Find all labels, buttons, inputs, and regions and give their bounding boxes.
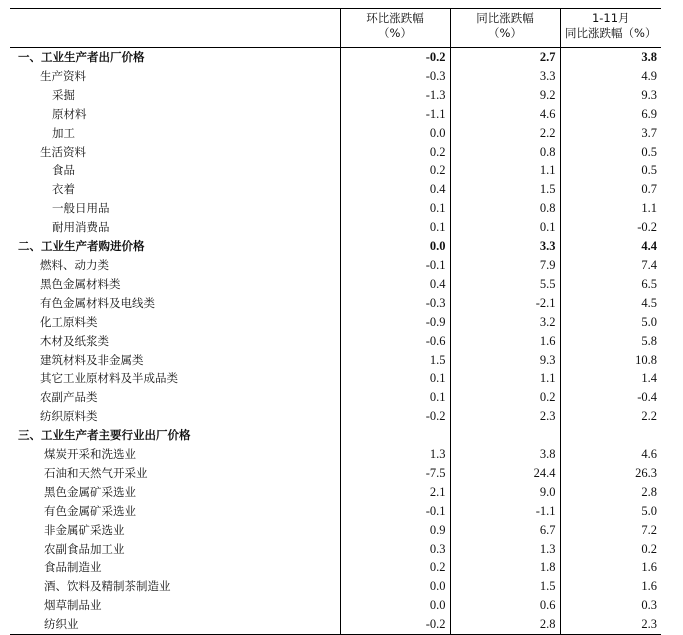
- table-row: [10, 388, 661, 407]
- ytd-cell: 6.9: [560, 105, 661, 124]
- row-label: 食品: [52, 163, 75, 178]
- ytd-cell: 1.6: [560, 558, 661, 577]
- yoy-cell: 0.1: [450, 218, 560, 237]
- table-row: [10, 521, 661, 540]
- row-label: 原材料: [52, 106, 87, 121]
- row-label: 建筑材料及非金属类: [40, 352, 144, 367]
- row-label: 其它工业原材料及半成品类: [40, 371, 178, 386]
- row-label: 石油和天然气开采业: [44, 465, 148, 480]
- ytd-cell: 3.8: [560, 48, 661, 67]
- yoy-cell: 24.4: [450, 464, 560, 483]
- mom-cell: -0.1: [340, 502, 450, 521]
- ytd-cell: 4.4: [560, 237, 661, 256]
- yoy-cell: -2.1: [450, 294, 560, 313]
- table-row: [10, 199, 661, 218]
- mom-cell: -0.3: [340, 294, 450, 313]
- row-label: 加工: [52, 125, 75, 140]
- table-row: [10, 67, 661, 86]
- price-index-table: [10, 8, 661, 635]
- yoy-cell: 3.2: [450, 313, 560, 332]
- ytd-cell: 2.2: [560, 407, 661, 426]
- header-yoy: [450, 9, 560, 48]
- mom-cell: -0.1: [340, 256, 450, 275]
- yoy-cell: 4.6: [450, 105, 560, 124]
- row-label: 煤炭开采和洗选业: [44, 447, 136, 462]
- row-label: 燃料、动力类: [40, 257, 109, 272]
- ytd-cell: -0.4: [560, 388, 661, 407]
- row-label: 酒、饮料及精制茶制造业: [44, 579, 171, 594]
- ytd-cell: 0.2: [560, 540, 661, 559]
- yoy-cell: [450, 426, 560, 445]
- table-row: [10, 351, 661, 370]
- mom-cell: 0.4: [340, 180, 450, 199]
- row-label: 衣着: [52, 182, 75, 197]
- ytd-cell: 2.8: [560, 483, 661, 502]
- mom-cell: -1.3: [340, 86, 450, 105]
- table-row: [10, 540, 661, 559]
- ytd-cell: 2.3: [560, 615, 661, 634]
- mom-cell: 1.5: [340, 351, 450, 370]
- mom-cell: 0.1: [340, 218, 450, 237]
- mom-cell: 0.3: [340, 540, 450, 559]
- row-label: 黑色金属材料类: [40, 276, 121, 291]
- row-label: 采掘: [52, 87, 75, 102]
- header-item: [10, 9, 340, 48]
- table-row: [10, 313, 661, 332]
- yoy-cell: 2.8: [450, 615, 560, 634]
- mom-cell: 0.0: [340, 596, 450, 615]
- row-label: 二、工业生产者购进价格: [18, 239, 145, 254]
- row-label: 一、工业生产者出厂价格: [18, 50, 145, 64]
- ytd-cell: 5.0: [560, 313, 661, 332]
- mom-cell: 0.4: [340, 275, 450, 294]
- row-label: 非金属矿采选业: [44, 522, 125, 537]
- yoy-cell: 6.7: [450, 521, 560, 540]
- table-row: [10, 369, 661, 388]
- ytd-cell: 0.5: [560, 161, 661, 180]
- mom-cell: -0.2: [340, 48, 450, 67]
- table-row: [10, 237, 661, 256]
- header-ytd: [560, 9, 661, 48]
- yoy-cell: 2.3: [450, 407, 560, 426]
- yoy-cell: 9.3: [450, 351, 560, 370]
- ytd-cell: 7.2: [560, 521, 661, 540]
- header-mom-unit: （%）: [378, 26, 412, 40]
- table-row: [10, 445, 661, 464]
- yoy-cell: 2.2: [450, 124, 560, 143]
- yoy-cell: 2.7: [450, 48, 560, 67]
- row-label: 有色金属矿采选业: [44, 503, 136, 518]
- yoy-cell: 1.8: [450, 558, 560, 577]
- ytd-cell: 10.8: [560, 351, 661, 370]
- row-label: 耐用消费品: [52, 220, 110, 235]
- yoy-cell: 0.2: [450, 388, 560, 407]
- ytd-cell: 1.4: [560, 369, 661, 388]
- mom-cell: -0.2: [340, 615, 450, 634]
- row-label: 黑色金属矿采选业: [44, 484, 136, 499]
- mom-cell: [340, 426, 450, 445]
- row-label: 一般日用品: [52, 201, 110, 216]
- table-row: [10, 218, 661, 237]
- mom-cell: 0.1: [340, 388, 450, 407]
- ytd-cell: 0.5: [560, 143, 661, 162]
- mom-cell: 2.1: [340, 483, 450, 502]
- mom-cell: -1.1: [340, 105, 450, 124]
- mom-cell: -7.5: [340, 464, 450, 483]
- table-row: [10, 407, 661, 426]
- ytd-cell: [560, 426, 661, 445]
- mom-cell: 0.1: [340, 369, 450, 388]
- ytd-cell: 5.8: [560, 332, 661, 351]
- yoy-cell: 1.6: [450, 332, 560, 351]
- table-row: [10, 48, 661, 67]
- ytd-cell: -0.2: [560, 218, 661, 237]
- yoy-cell: 0.8: [450, 199, 560, 218]
- ytd-cell: 5.0: [560, 502, 661, 521]
- ytd-cell: 1.1: [560, 199, 661, 218]
- yoy-cell: 7.9: [450, 256, 560, 275]
- mom-cell: 1.3: [340, 445, 450, 464]
- row-label: 农副产品类: [40, 390, 98, 405]
- yoy-cell: 9.2: [450, 86, 560, 105]
- yoy-cell: 1.1: [450, 369, 560, 388]
- row-label: 生产资料: [40, 68, 86, 83]
- header-ytd-unit: 同比涨跌幅（%）: [565, 26, 657, 40]
- ytd-cell: 4.9: [560, 67, 661, 86]
- table-row: [10, 294, 661, 313]
- ytd-cell: 4.6: [560, 445, 661, 464]
- header-mom-title: 环比涨跌幅: [366, 11, 424, 25]
- mom-cell: 0.2: [340, 558, 450, 577]
- yoy-cell: 3.8: [450, 445, 560, 464]
- ytd-cell: 9.3: [560, 86, 661, 105]
- yoy-cell: 1.5: [450, 180, 560, 199]
- row-label: 纺织业: [10, 615, 340, 634]
- yoy-cell: 9.0: [450, 483, 560, 502]
- ytd-cell: 3.7: [560, 124, 661, 143]
- row-label: 纺织原料类: [40, 409, 98, 424]
- yoy-cell: 1.5: [450, 577, 560, 596]
- row-label: 农副食品加工业: [44, 541, 125, 556]
- table-row: [10, 275, 661, 294]
- table-row: [10, 105, 661, 124]
- mom-cell: 0.1: [340, 199, 450, 218]
- ytd-cell: 4.5: [560, 294, 661, 313]
- table-row: [10, 558, 661, 577]
- ytd-cell: 0.7: [560, 180, 661, 199]
- row-label: 木材及纸浆类: [40, 333, 109, 348]
- table-row: [10, 577, 661, 596]
- table-row: [10, 483, 661, 502]
- yoy-cell: 3.3: [450, 237, 560, 256]
- mom-cell: -0.3: [340, 67, 450, 86]
- ytd-cell: 6.5: [560, 275, 661, 294]
- ytd-cell: 0.3: [560, 596, 661, 615]
- header-yoy-title: 同比涨跌幅: [476, 11, 534, 25]
- table-row: [10, 256, 661, 275]
- table-row: [10, 596, 661, 615]
- yoy-cell: -1.1: [450, 502, 560, 521]
- yoy-cell: 1.3: [450, 540, 560, 559]
- table-row: [10, 464, 661, 483]
- table-row: [10, 502, 661, 521]
- table-row: [10, 161, 661, 180]
- table-row: [10, 86, 661, 105]
- table-row: [10, 332, 661, 351]
- row-label: 三、工业生产者主要行业出厂价格: [18, 428, 191, 443]
- mom-cell: 0.0: [340, 237, 450, 256]
- table-row: [10, 426, 661, 445]
- table-row: [10, 143, 661, 162]
- row-label: 食品制造业: [44, 560, 102, 575]
- ytd-cell: 1.6: [560, 577, 661, 596]
- mom-cell: 0.0: [340, 577, 450, 596]
- mom-cell: 0.0: [340, 124, 450, 143]
- mom-cell: 0.2: [340, 143, 450, 162]
- mom-cell: 0.9: [340, 521, 450, 540]
- yoy-cell: 0.8: [450, 143, 560, 162]
- ytd-cell: 7.4: [560, 256, 661, 275]
- header-mom: [340, 9, 450, 48]
- row-label: 生活资料: [40, 144, 86, 159]
- yoy-cell: 0.6: [450, 596, 560, 615]
- table-row: [10, 180, 661, 199]
- row-label: 烟草制品业: [44, 598, 102, 613]
- yoy-cell: 5.5: [450, 275, 560, 294]
- mom-cell: -0.6: [340, 332, 450, 351]
- ytd-cell: 26.3: [560, 464, 661, 483]
- yoy-cell: 3.3: [450, 67, 560, 86]
- mom-cell: 0.2: [340, 161, 450, 180]
- row-label: 有色金属材料及电线类: [40, 295, 155, 310]
- mom-cell: -0.2: [340, 407, 450, 426]
- header-ytd-title: 1-11月: [591, 11, 630, 25]
- table-row: [10, 124, 661, 143]
- yoy-cell: 1.1: [450, 161, 560, 180]
- mom-cell: -0.9: [340, 313, 450, 332]
- header-row: [10, 9, 661, 48]
- row-label: 化工原料类: [40, 314, 98, 329]
- table-row: [10, 615, 661, 634]
- header-yoy-unit: （%）: [488, 26, 522, 40]
